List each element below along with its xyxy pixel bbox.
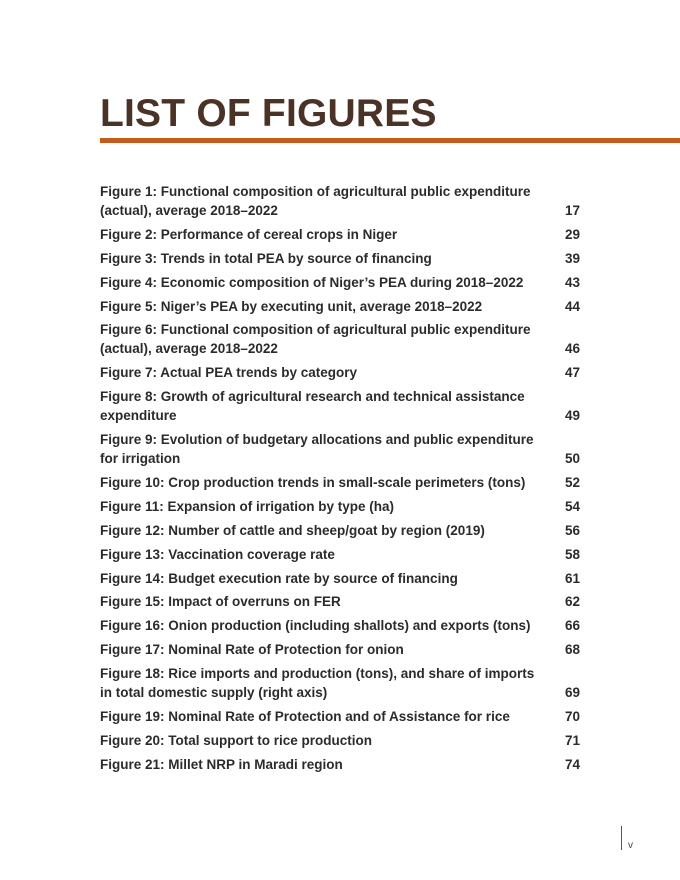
figure-entry[interactable]: [100, 521, 580, 540]
figure-entry[interactable]: [100, 320, 580, 358]
figure-entry[interactable]: [100, 664, 580, 702]
figure-page-number: 74: [564, 756, 580, 772]
figure-entry[interactable]: [100, 363, 580, 382]
figure-entry[interactable]: [100, 182, 580, 220]
figure-title: Figure 4: Economic composition of Niger’s PEA during 2018–2022: [100, 274, 524, 290]
figure-page-number: 43: [564, 274, 580, 290]
figure-page-number: 69: [564, 685, 580, 701]
figure-entry[interactable]: [100, 592, 580, 611]
figure-title: Figure 15: Impact of overruns on FER: [100, 594, 341, 610]
figure-entry[interactable]: [100, 225, 580, 244]
figure-entry[interactable]: [100, 273, 580, 292]
figure-entry[interactable]: [100, 249, 580, 268]
figure-title: Figure 9: Evolution of budgetary allocations and public expenditure for irrigation: [100, 432, 534, 467]
figure-title: Figure 3: Trends in total PEA by source of financing: [100, 250, 432, 266]
figure-entry[interactable]: [100, 545, 580, 564]
figure-page-number: 56: [564, 522, 580, 538]
figure-entry[interactable]: [100, 569, 580, 588]
figure-page-number: 47: [564, 365, 580, 381]
figure-page-number: 52: [564, 475, 580, 491]
figure-page-number: 58: [564, 546, 580, 562]
figure-page-number: 66: [564, 618, 580, 634]
figure-title: Figure 17: Nominal Rate of Protection for onion: [100, 642, 404, 658]
figure-title: Figure 13: Vaccination coverage rate: [100, 546, 335, 562]
figure-entry[interactable]: [100, 640, 580, 659]
figure-title: Figure 7: Actual PEA trends by category: [100, 365, 358, 381]
figure-page-number: 61: [564, 570, 580, 586]
page-title: LIST OF FIGURES: [100, 92, 437, 135]
figure-page-number: 54: [564, 498, 580, 514]
figure-page-number: 49: [564, 408, 580, 424]
figure-page-number: 62: [564, 594, 580, 610]
figure-title: Figure 20: Total support to rice production: [100, 732, 373, 748]
figure-page-number: 70: [564, 709, 580, 725]
figure-page-number: 17: [564, 203, 580, 218]
figure-title: Figure 16: Onion production (including shallots) and exports (tons): [100, 618, 531, 634]
figure-page-number: 46: [564, 341, 580, 357]
figure-title: Figure 14: Budget execution rate by source of financing: [100, 570, 458, 586]
page-number-divider: [621, 826, 622, 850]
figure-page-number: 68: [564, 642, 580, 658]
figure-page-number: 71: [564, 732, 580, 748]
figure-entry[interactable]: [100, 616, 580, 635]
figure-page-number: 29: [564, 226, 580, 242]
figure-entry[interactable]: [100, 297, 580, 316]
title-underline-rule: [100, 138, 680, 143]
figure-entry[interactable]: [100, 473, 580, 492]
figure-title: Figure 18: Rice imports and production (tons), and share of imports in total domestic supply (right axis): [100, 666, 535, 701]
figure-entry[interactable]: [100, 387, 580, 425]
figure-entry[interactable]: [100, 755, 580, 774]
figure-title: Figure 6: Functional composition of agricultural public expenditure (actual), average 2018–2022: [100, 322, 531, 357]
figure-title: Figure 12: Number of cattle and sheep/goat by region (2019): [100, 522, 485, 538]
figure-page-number: 39: [564, 250, 580, 266]
figure-entry[interactable]: [100, 731, 580, 750]
figure-title: Figure 8: Growth of agricultural research and technical assistance expenditure: [100, 389, 525, 424]
figure-page-number: 44: [564, 298, 580, 314]
page-number: v: [628, 840, 633, 851]
figure-title: Figure 10: Crop production trends in small-scale perimeters (tons): [100, 475, 526, 491]
figure-entry[interactable]: [100, 430, 580, 468]
figure-title: Figure 5: Niger’s PEA by executing unit, average 2018–2022: [100, 298, 483, 314]
figure-title: Figure 19: Nominal Rate of Protection and of Assistance for rice: [100, 709, 510, 725]
list-of-figures: [100, 182, 580, 779]
figure-title: Figure 2: Performance of cereal crops in Niger: [100, 226, 398, 242]
figure-entry[interactable]: [100, 497, 580, 516]
figure-title: Figure 1: Functional composition of agricultural public expenditure (actual), average 2018–2022: [100, 184, 531, 218]
figure-title: Figure 21: Millet NRP in Maradi region: [100, 756, 343, 772]
figure-page-number: 50: [564, 451, 580, 467]
figure-entry[interactable]: [100, 707, 580, 726]
figure-title: Figure 11: Expansion of irrigation by type (ha): [100, 498, 395, 514]
